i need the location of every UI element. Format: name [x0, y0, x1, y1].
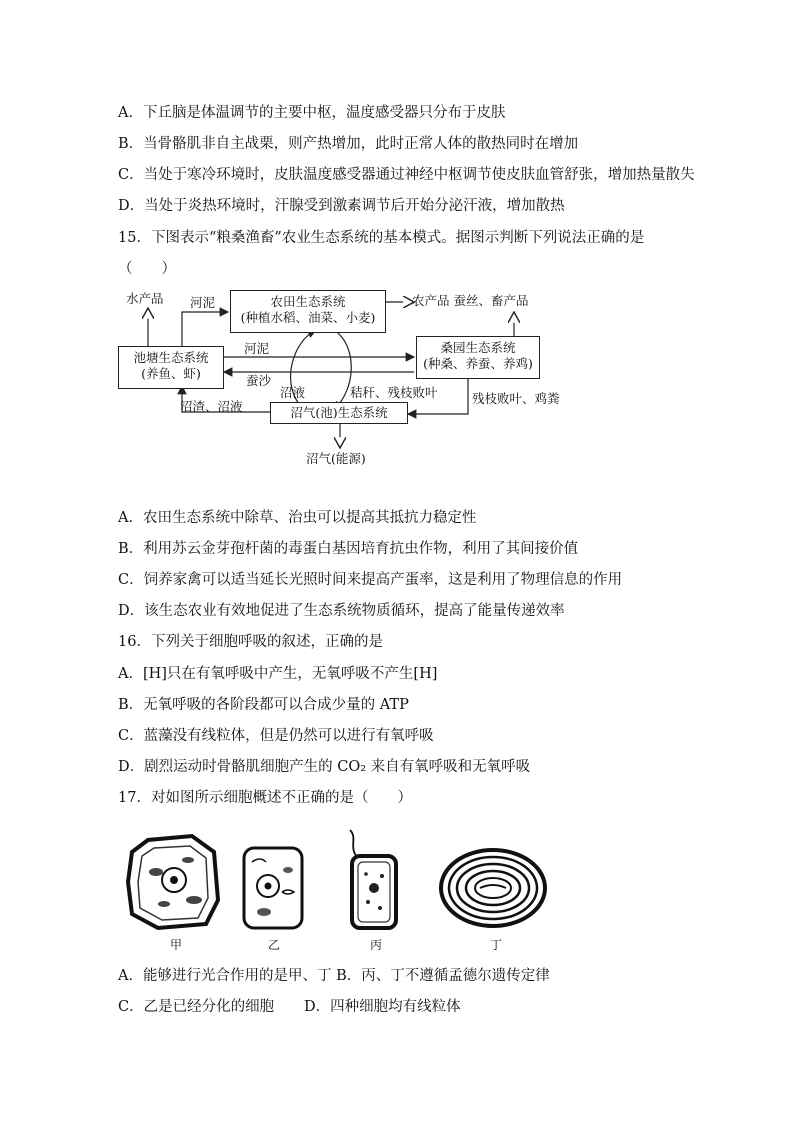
q16-stem: 16．下列关于细胞呼吸的叙述，正确的是 — [118, 634, 383, 650]
eco-agriculture-diagram — [118, 284, 558, 474]
farmland-ecosystem-box — [230, 290, 386, 333]
caption-bing: 丙 — [370, 938, 383, 952]
bacterium-drawing — [350, 830, 396, 928]
caption-jia: 甲 — [170, 938, 183, 952]
label-farm-products: 农产品 蚕丝、畜产品 — [412, 293, 529, 308]
caption-yi: 乙 — [268, 938, 281, 952]
q15-stem: 15．下图表示“粮桑渔畜”农业生态系统的基本模式。据图示判断下列说法正确的是 — [118, 230, 645, 246]
q15-answer-bracket: （ ） — [118, 261, 176, 277]
cell-drawings — [118, 822, 558, 954]
q17-option-c: C．乙是已经分化的细胞 — [118, 999, 275, 1015]
biogas-ecosystem-box — [270, 402, 408, 424]
caption-ding: 丁 — [490, 938, 503, 952]
q15-option-c: C．饲养家禽可以适当延长光照时间来提高产蛋率，这是利用了物理信息的作用 — [118, 572, 623, 588]
mulberry-title: 桑园生态系统 — [440, 340, 516, 355]
q16-option-c: C．蓝藻没有线粒体，但是仍然可以进行有氧呼吸 — [118, 728, 434, 744]
q15-option-a: A．农田生态系统中除草、治虫可以提高其抵抗力稳定性 — [118, 510, 477, 526]
q14-option-a: A．下丘脑是体温调节的主要中枢，温度感受器只分布于皮肤 — [118, 105, 506, 121]
q15-option-d: D．该生态农业有效地促进了生态系统物质循环，提高了能量传递效率 — [118, 603, 565, 619]
q17-stem: 17．对如图所示细胞概述不正确的是（ ） — [118, 790, 412, 806]
q16-option-b: B．无氧呼吸的各阶段都可以合成少量的 ATP — [118, 697, 409, 713]
q14-option-c: C．当处于寒冷环境时，皮肤温度感受器通过神经中枢调节使皮肤血管舒张，增加热量散失 — [118, 167, 695, 183]
q14-option-d: D．当处于炎热环境时，汗腺受到激素调节后开始分泌汗液，增加散热 — [118, 198, 565, 214]
plant-cell-drawing — [128, 836, 218, 928]
label-biogas-liquid: 沼液 — [280, 385, 306, 400]
label-straw-residue: 秸秆、残枝败叶 — [350, 385, 438, 400]
mulberry-subtitle: (种桑、养蚕、养鸡) — [423, 356, 533, 371]
label-biogas-energy: 沼气(能源) — [306, 451, 366, 466]
q15-option-b: B．利用苏云金芽孢杆菌的毒蛋白基因培育抗虫作物，利用了其间接价值 — [118, 541, 579, 557]
q16-option-d: D．剧烈运动时骨骼肌细胞产生的 CO₂ 来自有氧呼吸和无氧呼吸 — [118, 759, 531, 775]
animal-cell-drawing — [244, 848, 302, 928]
label-river-mud-top: 河泥 — [190, 295, 216, 310]
pond-title: 池塘生态系统 — [133, 350, 209, 365]
farmland-subtitle: (种植水稻、油菜、小麦) — [240, 310, 376, 325]
label-leaves-manure: 残枝败叶、鸡粪 — [472, 391, 560, 406]
cell-figure — [118, 822, 558, 954]
q16-option-a: A．[H]只在有氧呼吸中产生，无氧呼吸不产生[H] — [118, 666, 438, 682]
mulberry-ecosystem-box — [416, 336, 540, 379]
cyanobacterium-drawing — [441, 850, 545, 926]
label-river-mud-mid: 河泥 — [244, 341, 270, 356]
label-aquatic-products: 水产品 — [126, 291, 164, 306]
pond-ecosystem-box — [118, 346, 224, 389]
label-biogas-residue: 沼渣、沼液 — [180, 399, 243, 414]
pond-subtitle: (养鱼、虾) — [141, 366, 201, 381]
biogas-title: 沼气(池)生态系统 — [290, 405, 388, 420]
farmland-title: 农田生态系统 — [270, 294, 346, 309]
q17-option-d: D．四种细胞均有线粒体 — [304, 999, 461, 1015]
q14-option-b: B．当骨骼肌非自主战栗，则产热增加，此时正常人体的散热同时在增加 — [118, 136, 579, 152]
q17-option-ab: A．能够进行光合作用的是甲、丁 B．丙、丁不遵循孟德尔遗传定律 — [118, 968, 550, 984]
label-silkworm-sand: 蚕沙 — [246, 373, 272, 388]
